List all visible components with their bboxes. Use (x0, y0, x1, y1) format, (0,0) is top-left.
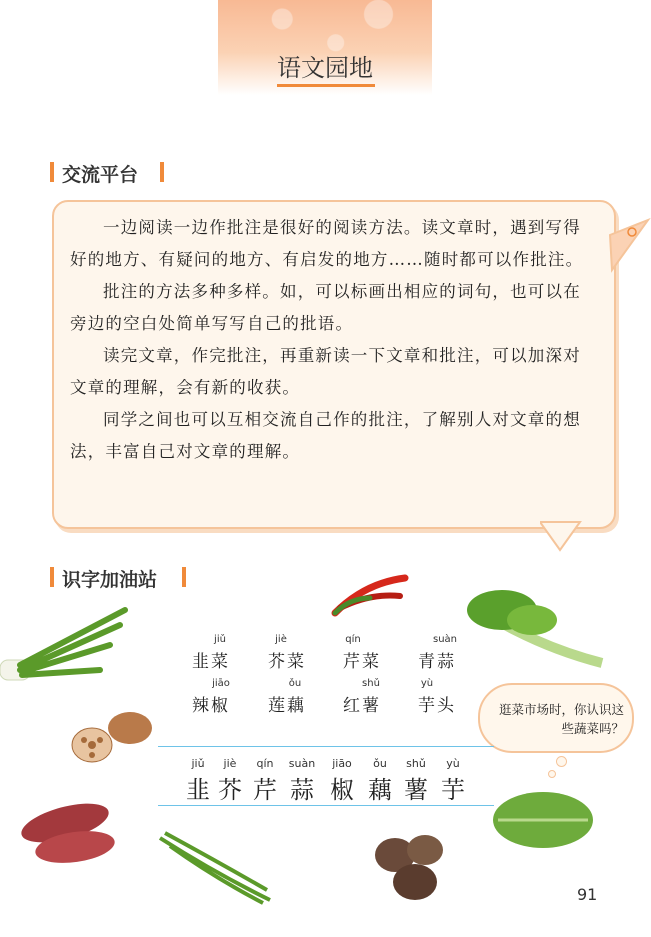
vocab-word (192, 691, 230, 716)
char-pinyin: qín (256, 757, 274, 770)
vocab-word (192, 647, 230, 672)
vocab-word (268, 691, 306, 716)
pinyin-label: qín (345, 634, 361, 645)
page-title: 语文园地 (277, 54, 373, 82)
garlic-sprout-illustration (155, 828, 275, 908)
char-glyph: 韭 (186, 776, 210, 804)
char-glyph: 藕 (368, 776, 392, 804)
word-char: 红 (343, 696, 362, 716)
exchange-paragraph: 一边阅读一边作批注是很好的阅读方法。读文章时，遇到写得好的地方、有疑问的地方、有启发的地方……随时都可以作批注。 (70, 218, 584, 269)
char-pinyin: yù (446, 757, 460, 770)
vocab-word (418, 647, 456, 672)
vocab-word (268, 647, 306, 672)
char-glyph: 芋 (441, 776, 465, 804)
char-pinyin: shǔ (406, 757, 426, 770)
word-char: 韭 (192, 652, 211, 672)
word-char: 芥 (268, 652, 287, 672)
vocab-word (343, 647, 381, 672)
sweet-potato-illustration (15, 795, 120, 870)
pinyin-label: jiāo (212, 678, 230, 689)
exchange-heading: 交流平台 (62, 164, 139, 186)
bubble-text: 逛菜市场时，你认识这些蔬菜吗？ (498, 702, 624, 736)
title-underline (277, 84, 375, 87)
heading-bar-right (182, 567, 186, 587)
heading-bar-left (50, 567, 54, 587)
heading-bar-left (50, 162, 54, 182)
bubble-dot (548, 770, 556, 778)
bubble-dot (556, 756, 567, 767)
word-char: 头 (437, 696, 456, 716)
exchange-text (70, 212, 590, 468)
char-strip-bottom-line (158, 805, 494, 806)
char-glyph: 蒜 (290, 776, 314, 804)
char-pinyin: suàn (288, 757, 316, 770)
word-char: 菜 (362, 652, 381, 672)
literacy-heading: 识字加油站 (62, 569, 158, 591)
char-pinyin: jiè (223, 757, 237, 770)
pinyin-label: jiè (275, 634, 287, 645)
char-glyph: 薯 (404, 776, 428, 804)
pinyin-label: jiǔ (214, 634, 226, 645)
exchange-paragraph: 读完文章，作完批注，再重新读一下文章和批注，可以加深对文章的理解，会有新的收获。 (70, 346, 581, 397)
page-number: 91 (577, 885, 598, 904)
mustard-greens-illustration (488, 780, 598, 860)
vocab-word (343, 691, 381, 716)
word-char: 藕 (287, 696, 306, 716)
word-char: 椒 (211, 696, 230, 716)
chive-bundle-illustration (0, 600, 130, 690)
word-char: 青 (418, 652, 437, 672)
exchange-paragraph: 批注的方法多种多样。如，可以标画出相应的词句，也可以在旁边的空白处简单写写自己的批语。 (70, 282, 581, 333)
pinyin-label: yù (420, 678, 434, 689)
vocab-word (418, 691, 456, 716)
char-glyph: 芹 (253, 776, 277, 804)
word-char: 菜 (211, 652, 230, 672)
exchange-paragraph: 同学之间也可以互相交流自己作的批注，了解别人对文章的想法，丰富自己对文章的理解。 (70, 410, 581, 461)
char-glyph: 芥 (218, 776, 242, 804)
word-char: 蒜 (437, 652, 456, 672)
pinyin-label: ǒu (288, 678, 302, 689)
char-glyph: 椒 (330, 776, 354, 804)
pinyin-label: shǔ (362, 678, 380, 689)
word-char: 辣 (192, 696, 211, 716)
char-pinyin: jiāo (332, 757, 352, 770)
lotus-root-illustration (62, 710, 157, 765)
pinyin-label: suàn (432, 634, 457, 645)
word-char: 菜 (287, 652, 306, 672)
word-char: 莲 (268, 696, 287, 716)
word-char: 芋 (418, 696, 437, 716)
chili-pepper-illustration (325, 568, 410, 623)
heading-bar-right (160, 162, 164, 182)
char-pinyin: ǒu (373, 757, 387, 770)
word-char: 芹 (343, 652, 362, 672)
char-pinyin: jiǔ (191, 757, 205, 770)
taro-illustration (370, 830, 455, 905)
celery-illustration (462, 585, 607, 675)
char-strip-top-line (158, 746, 494, 747)
word-char: 薯 (362, 696, 381, 716)
